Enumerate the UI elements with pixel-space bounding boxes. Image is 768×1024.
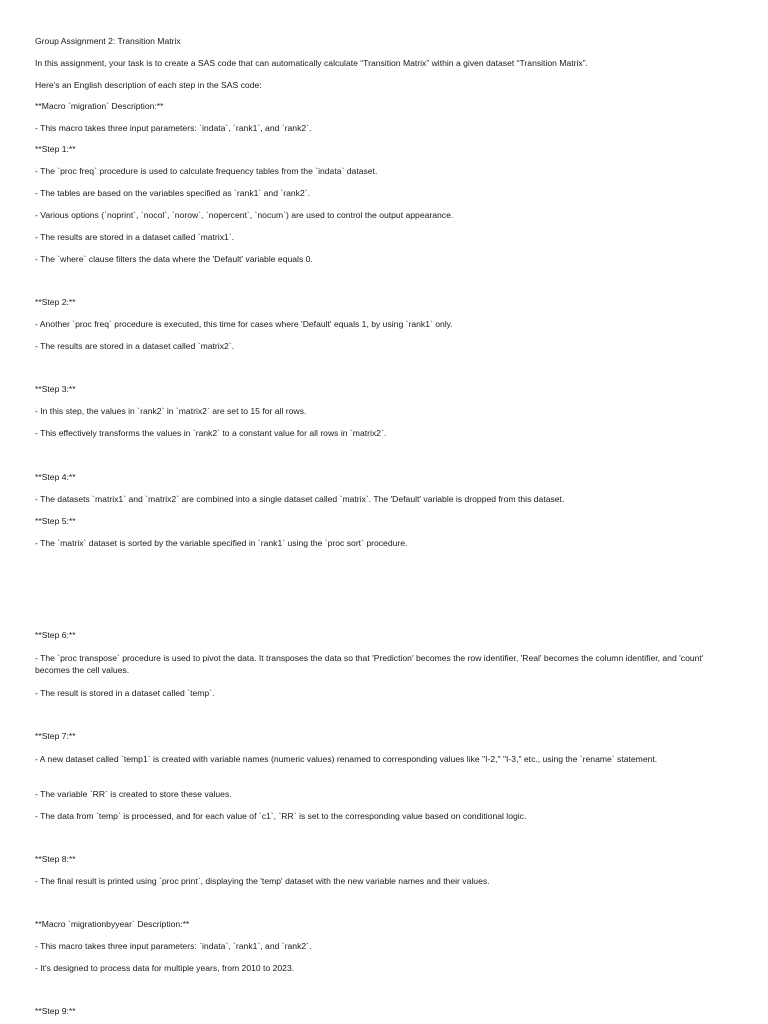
step1-heading: **Step 1:** [35,144,76,154]
step6-line: - The result is stored in a dataset called `temp`. [35,688,215,698]
macro-migrationbyyear-line: - This macro takes three input parameters: `indata`, `rank1`, and `rank2`. [35,941,312,951]
document-title: Group Assignment 2: Transition Matrix [35,36,181,46]
intro-paragraph: In this assignment, your task is to create a SAS code that can automatically calculate “Transition Matrix” within a given dataset “Transition Matrix”. [35,58,588,68]
step4-heading: **Step 4:** [35,472,76,482]
step6-line: - The `proc transpose` procedure is used to pivot the data. It transposes the data so that 'Prediction' becomes the row identifier, 'Real' becomes the column identifier, and 'count' becomes the cell values. [35,653,704,675]
macro-migration-heading: **Macro `migration` Description:** [35,101,164,111]
macro-migrationbyyear-heading: **Macro `migrationbyyear` Description:** [35,919,190,929]
step7-heading: **Step 7:** [35,731,76,741]
step8-heading: **Step 8:** [35,854,76,864]
step9-heading: **Step 9:** [35,1006,76,1016]
step1-line: - The tables are based on the variables specified as `rank1` and `rank2`. [35,188,310,198]
step8-line: - The final result is printed using `proc print`, displaying the 'temp' dataset with the new variable names and their values. [35,876,490,886]
step1-line: - The `proc freq` procedure is used to calculate frequency tables from the `indata` dataset. [35,166,378,176]
step2-heading: **Step 2:** [35,297,76,307]
description-lead: Here's an English description of each step in the SAS code: [35,80,262,90]
step5-heading: **Step 5:** [35,516,76,526]
step6-heading: **Step 6:** [35,630,76,640]
step1-line: - Various options (`noprint`, `nocol`, `norow`, `nopercent`, `nocum`) are used to control the output appearance. [35,210,454,220]
step5-line: - The `matrix` dataset is sorted by the variable specified in `rank1` using the `proc sort` procedure. [35,538,408,548]
step3-line: - This effectively transforms the values in `rank2` to a constant value for all rows in `matrix2`. [35,428,387,438]
step7-line: - The data from `temp` is processed, and for each value of `c1`, `RR` is set to the corresponding value based on conditional logic. [35,811,527,821]
step2-line: - The results are stored in a dataset called `matrix2`. [35,341,235,351]
macro-migration-params: - This macro takes three input parameters: `indata`, `rank1`, and `rank2`. [35,123,312,133]
step3-heading: **Step 3:** [35,384,76,394]
step1-line: - The `where` clause filters the data where the 'Default' variable equals 0. [35,254,313,264]
step2-line: - Another `proc freq` procedure is executed, this time for cases where 'Default' equals 1, by using `rank1` only. [35,319,453,329]
step4-line: - The datasets `matrix1` and `matrix2` are combined into a single dataset called `matrix`. The 'Default' variable is dropped from this dataset. [35,494,565,504]
step7-line: - The variable `RR` is created to store these values. [35,789,232,799]
step1-line: - The results are stored in a dataset called `matrix1`. [35,232,235,242]
step3-line: - In this step, the values in `rank2` in `matrix2` are set to 15 for all rows. [35,406,307,416]
step7-line: - A new dataset called `temp1` is created with variable names (numeric values) renamed to corresponding values like "I-2," "I-3," etc., using the `rename` statement. [35,754,658,764]
macro-migrationbyyear-line: - It's designed to process data for multiple years, from 2010 to 2023. [35,963,295,973]
